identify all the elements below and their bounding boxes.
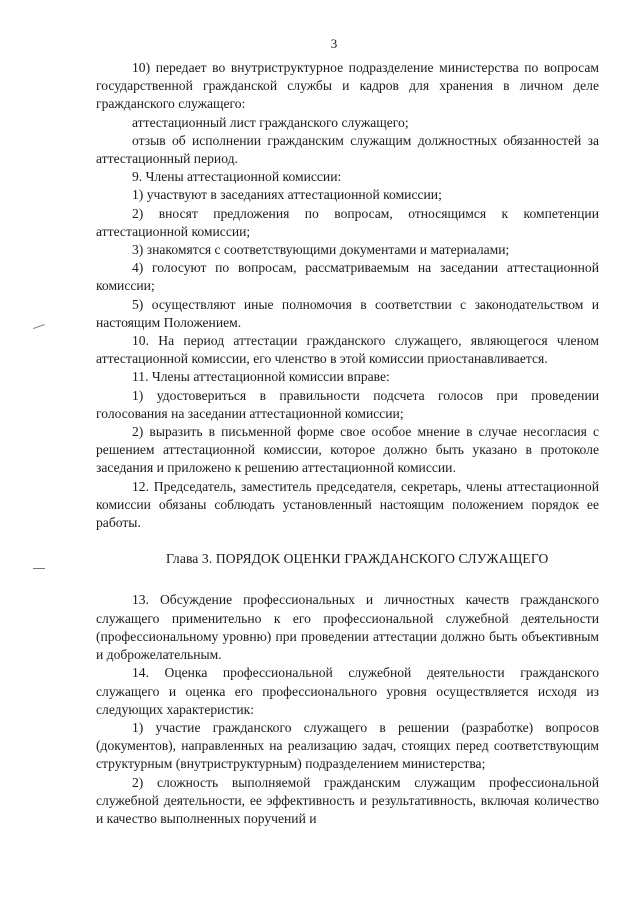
paragraph-clause-11-item-1: 1) удостовериться в правильности подсчета голосов при проведении голосования на заседании аттестационной комиссии; [96, 387, 599, 421]
paragraph-clause-9-item-2: 2) вносят предложения по вопросам, относящимся к компетенции аттестационной комиссии; [96, 205, 599, 239]
paragraph-item-10: 10) передает во внутриструктурное подразделение министерства по вопросам государственной гражданской службы и кадров для хранения в личном деле гражданского служащего: [96, 60, 599, 112]
paragraph-clause-9-item-4: 4) голосуют по вопросам, рассматриваемым на заседании аттестационной комиссии; [96, 260, 599, 294]
document-body [96, 59, 599, 828]
paragraph-clause-11-item-2: 2) выразить в письменной форме свое особое мнение в случае несогласия с решением аттестационной комиссии, которое должно быть указано в протоколе заседания и приложено к решению аттестационной комиссии. [96, 424, 599, 476]
paragraph-clause-11: 11. Члены аттестационной комиссии вправе: [132, 369, 390, 385]
paragraph-clause-9-item-3: 3) знакомятся с соответствующими документами и материалами; [132, 242, 510, 258]
paragraph-clause-14-item-1: 1) участие гражданского служащего в решении (разработке) вопросов (документов), направленных на реализацию задач, стоящих перед соответствующим структурным (внутриструктурным) подразделением министерства; [96, 719, 599, 772]
margin-mark [33, 568, 45, 569]
paragraph-clause-10: 10. На период аттестации гражданского служащего, являющегося членом аттестационной комиссии, его членство в этой комиссии приостанавливается. [96, 333, 599, 367]
paragraph-clause-14-item-2: 2) сложность выполняемой гражданским служащим профессиональной служебной деятельности, ее эффективность и результативность, включая количество и качество выполненных поручений и [96, 774, 599, 826]
chapter-heading: Глава 3. ПОРЯДОК ОЦЕНКИ ГРАЖДАНСКОГО СЛУЖАЩЕГО [166, 551, 549, 567]
paragraph-clause-12: 12. Председатель, заместитель председателя, секретарь, члены аттестационной комиссии обязаны соблюдать установленный настоящим положением порядок ее работы. [96, 478, 599, 531]
page-number: 3 [330, 36, 338, 51]
paragraph-clause-13: 13. Обсуждение профессиональных и личностных качеств гражданского служащего применительно к его профессиональной служебной деятельности (профессиональному уровню) при проведении аттестации должно быть объективным и доброжелательным. [96, 592, 599, 663]
margin-mark [33, 324, 45, 329]
paragraph-attestation-sheet: аттестационный лист гражданского служащего; [132, 114, 409, 130]
paragraph-clause-9-item-5: 5) осуществляют иные полномочия в соответствии с законодательством и настоящим Положением. [96, 296, 599, 330]
paragraph-clause-9-item-1: 1) участвуют в заседаниях аттестационной комиссии; [132, 187, 442, 203]
paragraph-review: отзыв об исполнении гражданским служащим должностных обязанностей за аттестационный период. [96, 132, 599, 167]
paragraph-clause-9: 9. Члены аттестационной комиссии: [132, 169, 342, 185]
paragraph-clause-14: 14. Оценка профессиональной служебной деятельности гражданского служащего и оценка его профессионального уровня осуществляется исходя из следующих характеристик: [96, 665, 599, 717]
